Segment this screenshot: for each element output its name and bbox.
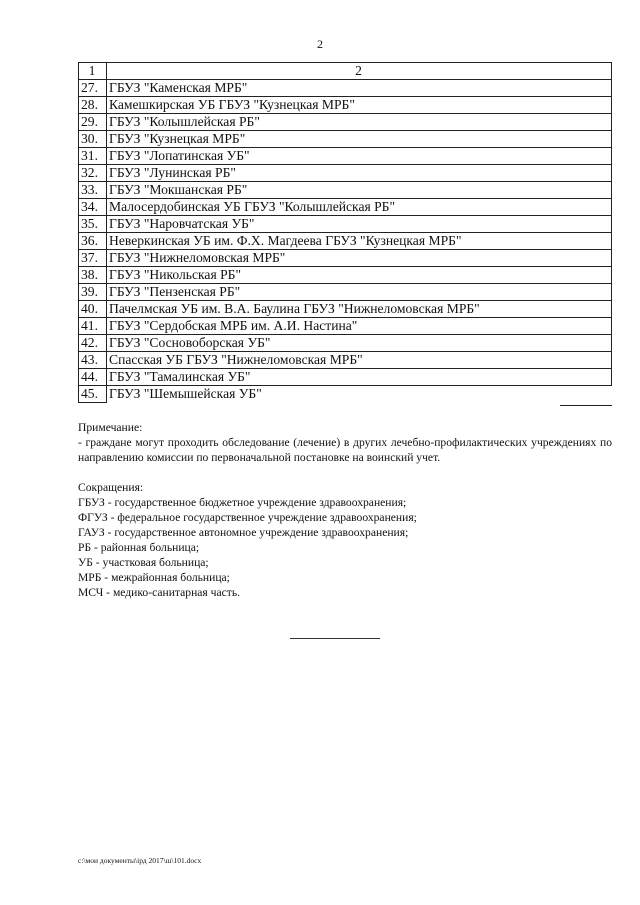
abbreviation-item: ГБУЗ - государственное бюджетное учреждение здравоохранения; [78, 496, 407, 509]
table-row [79, 352, 612, 369]
table-row [79, 369, 612, 386]
row-number: 32. [79, 165, 107, 182]
abbreviation-item: РБ - районная больница; [78, 541, 200, 554]
table-header-row [79, 63, 612, 80]
row-number: 42. [79, 335, 107, 352]
row-number: 27. [79, 80, 107, 97]
table-row [79, 267, 612, 284]
table-row [79, 148, 612, 165]
row-number: 28. [79, 97, 107, 114]
table-row [79, 250, 612, 267]
table-end-rule [560, 405, 612, 406]
column-header-number: 1 [79, 63, 107, 80]
table-row [79, 386, 612, 403]
note-heading: Примечание: [78, 421, 143, 434]
table-row [79, 335, 612, 352]
table-row [79, 182, 612, 199]
institution-name: ГБУЗ "Пензенская РБ" [107, 284, 612, 301]
table-row [79, 80, 612, 97]
table-row [79, 165, 612, 182]
row-number: 29. [79, 114, 107, 131]
row-number: 45. [79, 386, 107, 403]
row-number: 37. [79, 250, 107, 267]
abbreviations-section [78, 480, 612, 600]
institution-name: ГБУЗ "Тамалинская УБ" [107, 369, 612, 386]
institution-name: ГБУЗ "Наровчатская УБ" [107, 216, 612, 233]
institution-name: ГБУЗ "Нижнеломовская МРБ" [107, 250, 612, 267]
row-number: 43. [79, 352, 107, 369]
abbreviations-heading: Сокращения: [78, 481, 144, 494]
row-number: 35. [79, 216, 107, 233]
row-number: 41. [79, 318, 107, 335]
institution-name: ГБУЗ "Лунинская РБ" [107, 165, 612, 182]
row-number: 36. [79, 233, 107, 250]
table-row [79, 216, 612, 233]
table-row [79, 233, 612, 250]
column-header-name: 2 [107, 63, 612, 80]
closing-rule [290, 638, 380, 639]
row-number: 33. [79, 182, 107, 199]
page-number: 2 [317, 37, 323, 51]
table-row [79, 301, 612, 318]
institution-name: ГБУЗ "Сердобская МРБ им. А.И. Настина" [107, 318, 612, 335]
institution-name: Камешкирская УБ ГБУЗ "Кузнецкая МРБ" [107, 97, 612, 114]
table-row [79, 131, 612, 148]
row-number: 39. [79, 284, 107, 301]
institution-name: Пачелмская УБ им. В.А. Баулина ГБУЗ "Нижнеломовская МРБ" [107, 301, 612, 318]
row-number: 40. [79, 301, 107, 318]
table-body [79, 80, 612, 403]
row-number: 31. [79, 148, 107, 165]
institution-name: ГБУЗ "Лопатинская УБ" [107, 148, 612, 165]
table-row [79, 318, 612, 335]
table-row [79, 114, 612, 131]
table-row [79, 284, 612, 301]
abbreviation-item: ФГУЗ - федеральное государственное учреждение здравоохранения; [78, 511, 417, 524]
table-row [79, 199, 612, 216]
institution-name: ГБУЗ "Мокшанская РБ" [107, 182, 612, 199]
row-number: 44. [79, 369, 107, 386]
footer-file-path: c:\мои документы\ірд 2017\ш\101.docx [78, 856, 202, 865]
abbreviation-item: ГАУЗ - государственное автономное учреждение здравоохранения; [78, 526, 409, 539]
abbreviation-item: УБ - участковая больница; [78, 556, 209, 569]
institution-name: ГБУЗ "Сосновоборская УБ" [107, 335, 612, 352]
institution-name: ГБУЗ "Кузнецкая МРБ" [107, 131, 612, 148]
row-number: 30. [79, 131, 107, 148]
table-row [79, 97, 612, 114]
institution-name: ГБУЗ "Никольская РБ" [107, 267, 612, 284]
abbreviation-item: МРБ - межрайонная больница; [78, 571, 230, 584]
institutions-table [78, 62, 612, 403]
abbreviations-list [78, 495, 612, 600]
institution-name: ГБУЗ "Колышлейская РБ" [107, 114, 612, 131]
note-section [78, 420, 612, 465]
institution-name: ГБУЗ "Шемышейская УБ" [107, 386, 612, 403]
note-text: - граждане могут проходить обследование (лечение) в других лечебно-профилактических учреждениях по направлению комиссии по первоначальной постановке на воинский учет. [78, 436, 612, 464]
institution-name: Неверкинская УБ им. Ф.Х. Магдеева ГБУЗ "Кузнецкая МРБ" [107, 233, 612, 250]
row-number: 34. [79, 199, 107, 216]
institution-name: ГБУЗ "Каменская МРБ" [107, 80, 612, 97]
abbreviation-item: МСЧ - медико-санитарная часть. [78, 586, 241, 599]
institution-name: Малосердобинская УБ ГБУЗ "Колышлейская РБ" [107, 199, 612, 216]
institution-name: Спасская УБ ГБУЗ "Нижнеломовская МРБ" [107, 352, 612, 369]
row-number: 38. [79, 267, 107, 284]
